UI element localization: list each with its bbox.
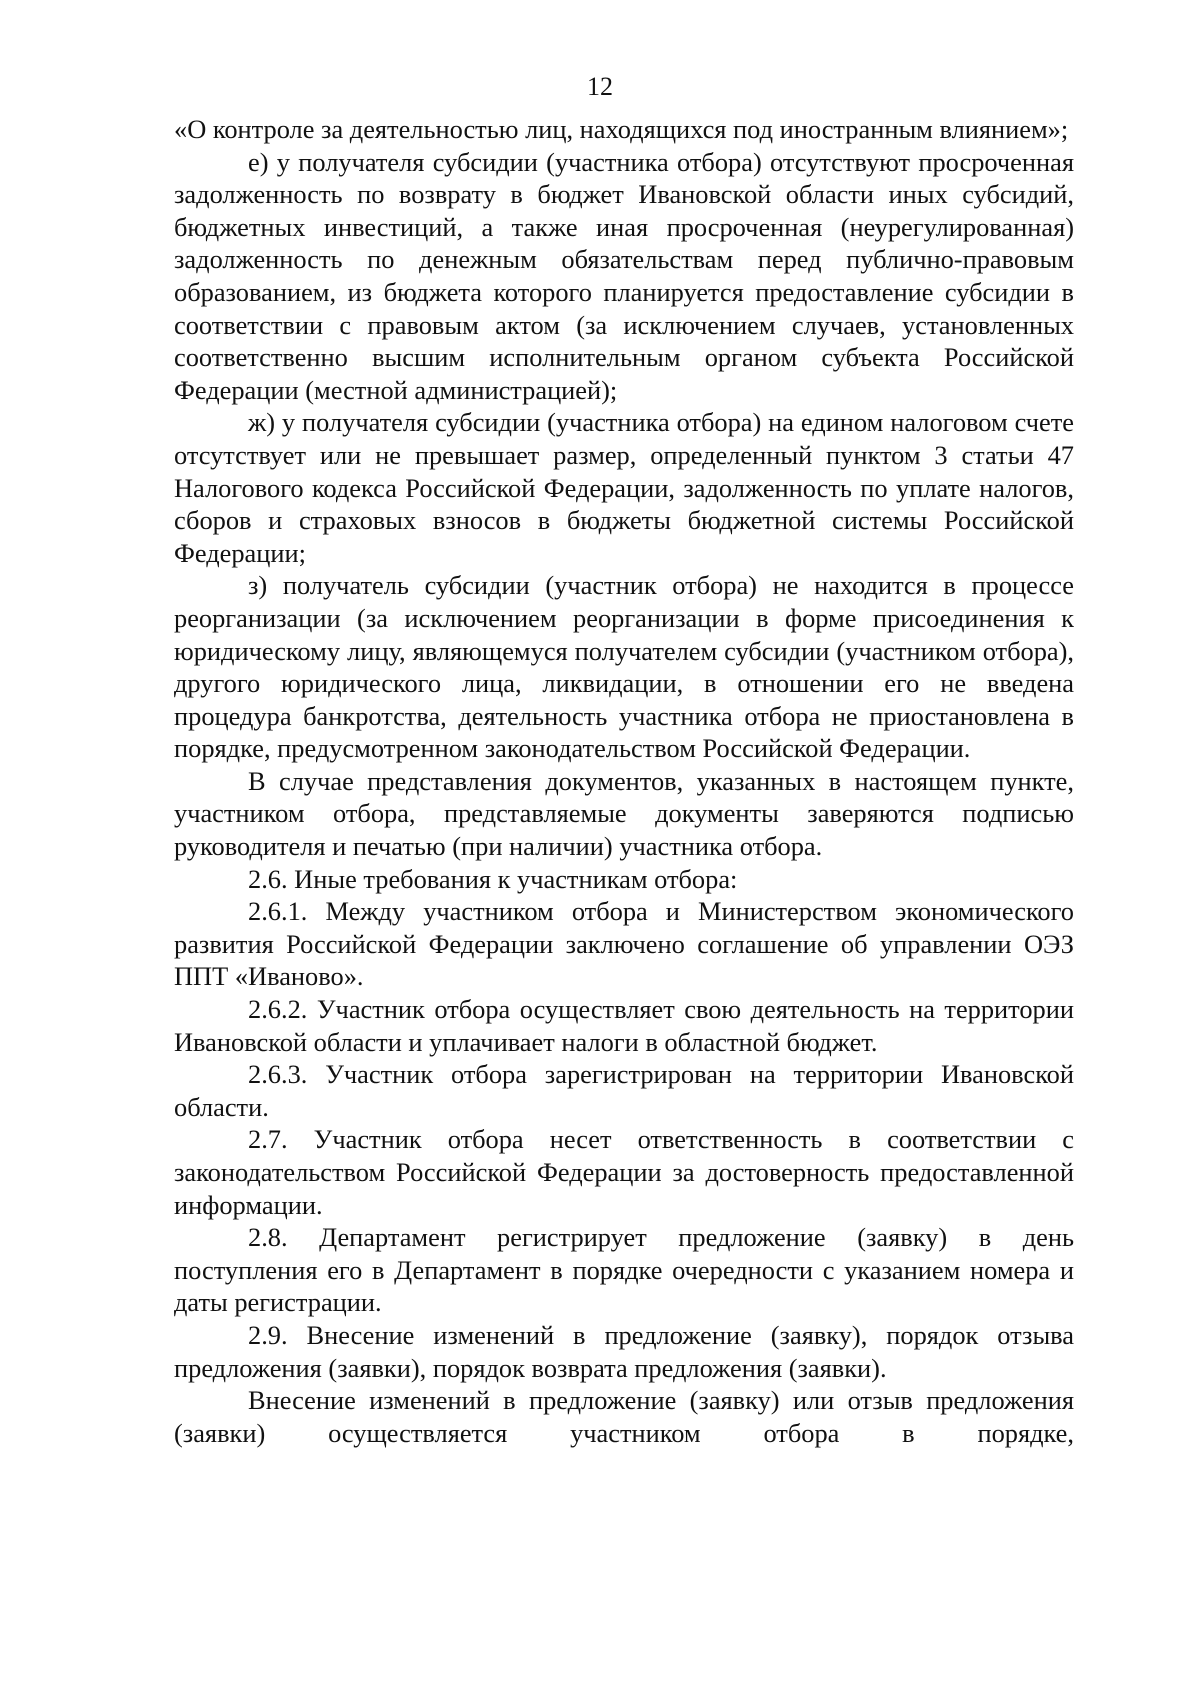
- document-body: [174, 113, 1074, 1449]
- paragraph: 2.6. Иные требования к участникам отбора:: [248, 863, 738, 894]
- paragraph: е) у получателя субсидии (участника отбора) отсутствуют просроченная задолженность по возврату в бюджет Ивановской области иных субсидий, бюджетных инвестиций, а также иная просроченная (неурегулированная) задолженность по денежным обязательствам перед публично-правовым образованием, из бюджета которого планируется предоставление субсидии в соответствии с правовым актом (за исключением случаев, установленных соответственно высшим исполнительным органом субъекта Российской Федерации (местной администрацией);: [174, 146, 1074, 405]
- paragraph: 2.9. Внесение изменений в предложение (заявку), порядок отзыва предложения (заявки), порядок возврата предложения (заявки).: [174, 1319, 1074, 1383]
- paragraph: 2.7. Участник отбора несет ответственность в соответствии с законодательством Российской Федерации за достоверность предоставленной информации.: [174, 1124, 1074, 1220]
- paragraph: з) получатель субсидии (участник отбора) не находится в процессе реорганизации (за исключением реорганизации в форме присоединения к юридическому лицу, являющемуся получателем субсидии (участником отбора), другого юридического лица, ликвидации, в отношении его не введена процедура банкротства, деятельность участника отбора не приостановлена в порядке, предусмотренном законодательством Российской Федерации.: [174, 570, 1074, 764]
- paragraph: Внесение изменений в предложение (заявку) или отзыв предложения (заявки) осуществляется участником отбора в порядке,: [174, 1385, 1074, 1448]
- paragraph: 2.6.1. Между участником отбора и Министерством экономического развития Российской Федерации заключено соглашение об управлении ОЭЗ ППТ «Иваново».: [174, 896, 1074, 992]
- paragraph: 2.8. Департамент регистрирует предложение (заявку) в день поступления его в Департамент в порядке очередности с указанием номера и даты регистрации.: [174, 1222, 1074, 1318]
- page-number: 12: [587, 72, 613, 101]
- paragraph: 2.6.3. Участник отбора зарегистрирован на территории Ивановской области.: [174, 1059, 1074, 1122]
- paragraph: 2.6.2. Участник отбора осуществляет свою деятельность на территории Ивановской области и уплачивает налоги в областной бюджет.: [174, 994, 1074, 1057]
- paragraph: ж) у получателя субсидии (участника отбора) на едином налоговом счете отсутствует или не превышает размер, определенный пунктом 3 статьи 47 Налогового кодекса Российской Федерации, задолженность по уплате налогов, сборов и страховых взносов в бюджеты бюджетной системы Российской Федерации;: [174, 407, 1074, 568]
- paragraph: В случае представления документов, указанных в настоящем пункте, участником отбора, представляемые документы заверяются подписью руководителя и печатью (при наличии) участника отбора.: [174, 765, 1074, 862]
- paragraph: «О контроле за деятельностью лиц, находящихся под иностранным влиянием»;: [174, 114, 1069, 144]
